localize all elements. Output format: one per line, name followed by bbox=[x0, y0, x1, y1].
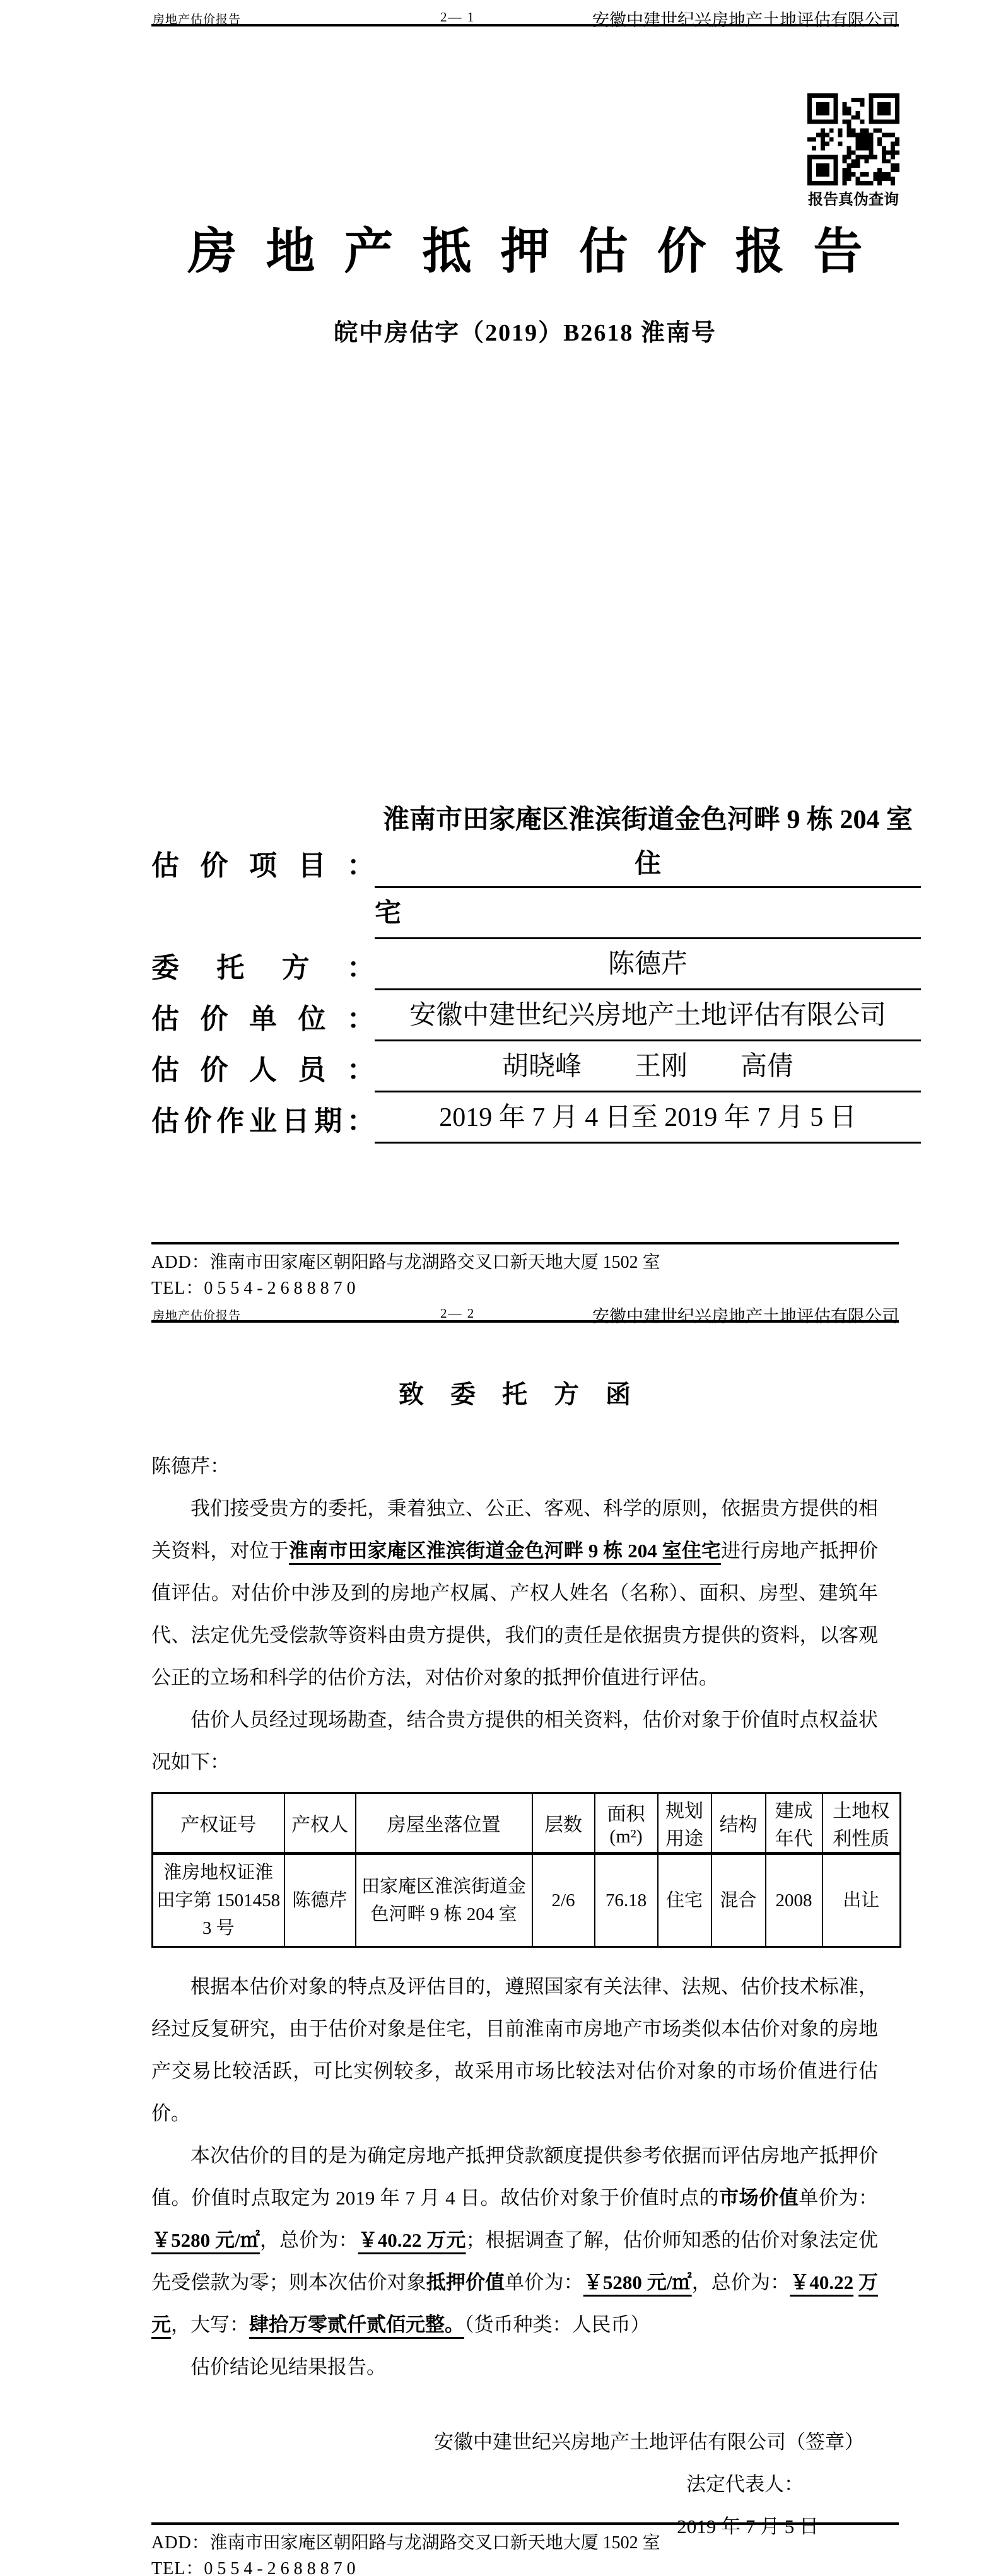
col-location: 房屋坐落位置 bbox=[356, 1793, 532, 1854]
table-header-row bbox=[153, 1793, 901, 1854]
footer-tel-value: 0554-2688870 bbox=[204, 2559, 360, 2576]
cell-certificate-no: 淮房地权证淮田字第 15014583 号 bbox=[153, 1854, 284, 1947]
field-appraisers-value: 胡晓峰 王刚 高倩 bbox=[375, 1045, 921, 1092]
qr-caption: 报告真伪查询 bbox=[808, 192, 899, 208]
letter-salutation: 陈德芹： bbox=[151, 1455, 230, 1477]
field-client-value: 陈德芹 bbox=[375, 942, 921, 990]
page2-running-header bbox=[151, 1303, 899, 1326]
col-structure: 结构 bbox=[711, 1793, 766, 1854]
header-company-name: 安徽中建世纪兴房地产土地评估有限公司 bbox=[592, 11, 899, 30]
page1-footer bbox=[151, 1242, 899, 1296]
cell-owner: 陈德芹 bbox=[284, 1854, 356, 1947]
cover-form bbox=[151, 798, 921, 1144]
letter-content bbox=[151, 1377, 890, 2548]
footer-tel-line bbox=[151, 1275, 899, 1296]
qr-code bbox=[807, 93, 899, 185]
col-certificate-no: 产权证号 bbox=[153, 1793, 284, 1854]
field-project-value: 淮南市田家庵区淮滨街道金色河畔 9 栋 204 室住 bbox=[375, 798, 921, 888]
header-doc-type: 房地产估价报告 bbox=[153, 13, 242, 26]
footer-address-line bbox=[151, 1250, 899, 1275]
report-number: 皖中房估字（2019）B2618 淮南号 bbox=[334, 320, 717, 346]
field-client-label: 委托方： bbox=[151, 952, 375, 983]
col-area: 面积(m²) bbox=[595, 1793, 658, 1854]
report-main-title: 房地产抵押估价报告 bbox=[187, 224, 892, 279]
field-work-date-label: 估价作业日期： bbox=[151, 1106, 375, 1137]
col-built-year: 建成年代 bbox=[766, 1793, 822, 1854]
footer-tel-line bbox=[151, 2556, 899, 2576]
signature-company: 安徽中建世纪兴房地产土地评估有限公司（签章） bbox=[434, 2431, 864, 2453]
footer-address-value: 淮南市田家庵区朝阳路与龙湖路交叉口新天地大厦 1502 室 bbox=[209, 2533, 660, 2553]
field-work-date-value: 2019 年 7 月 4 日至 2019 年 7 月 5 日 bbox=[375, 1096, 921, 1144]
footer-tel-value: 0554-2688870 bbox=[204, 1279, 360, 1296]
cell-land-right: 出让 bbox=[822, 1854, 901, 1947]
signature-date: 2019 年 7 月 5 日 bbox=[677, 2515, 819, 2538]
letter-title: 致委托方函 bbox=[399, 1380, 657, 1408]
cell-location: 田家庵区淮滨街道金色河畔 9 栋 204 室 bbox=[356, 1854, 532, 1947]
field-agency-label: 估价单位： bbox=[151, 1004, 375, 1034]
cell-built-year: 2008 bbox=[766, 1854, 822, 1947]
letter-paragraph-4: 本次估价的目的是为确定房地产抵押贷款额度提供参考依据而评估房地产抵押价值。价值时点取定为 2019 年 7 月 4 日。故估价对象于价值时点的市场价值单价为：￥5280 元/㎡，总价为：￥40.22 万元；根据调查了解，估价师知悉的估价对象法定优先受偿款为零；则本次估价对象抵押价值单价为：￥5280 元/㎡，总价为：￥40.22 万元，大写：肆拾万零贰仟贰佰元整。（货币种类：人民币） bbox=[151, 2145, 879, 2336]
field-client bbox=[151, 942, 921, 990]
footer-address-line bbox=[151, 2530, 899, 2556]
page-2-letter bbox=[0, 1296, 1001, 2576]
cell-floor: 2/6 bbox=[532, 1854, 595, 1947]
footer-tel-label: TEL： bbox=[151, 1279, 204, 1296]
cell-structure: 混合 bbox=[711, 1854, 766, 1947]
footer-tel-label: TEL： bbox=[151, 2559, 204, 2576]
letter-paragraph-1: 我们接受贵方的委托，秉着独立、公正、客观、科学的原则，依据贵方提供的相关资料，对位于淮南市田家庵区淮滨街道金色河畔 9 栋 204 室住宅进行房地产抵押价值评估。对估价中涉及到的房地产权属、产权人姓名（名称）、面积、房型、建筑年代、法定优先受偿款等资料由贵方提供，我们的责任是依据贵方提供的资料，以客观公正的立场和科学的估价方法，对估价对象的抵押价值进行评估。 bbox=[151, 1497, 879, 1689]
qr-block bbox=[807, 93, 899, 209]
field-project bbox=[151, 798, 921, 888]
field-project-value2: 宅 bbox=[375, 891, 921, 939]
page1-running-header bbox=[151, 6, 899, 30]
header-company-name: 安徽中建世纪兴房地产土地评估有限公司 bbox=[592, 1307, 899, 1326]
footer-rule bbox=[151, 1242, 899, 1244]
field-agency-value: 安徽中建世纪兴房地产土地评估有限公司 bbox=[375, 993, 921, 1041]
footer-address-label: ADD： bbox=[151, 2533, 210, 2553]
col-floor: 层数 bbox=[532, 1793, 595, 1854]
field-appraisers-label: 估价人员： bbox=[151, 1055, 375, 1086]
field-appraisers bbox=[151, 1045, 921, 1092]
signature-legal-rep: 法定代表人： bbox=[686, 2473, 804, 2495]
header-page-number: 2— 1 bbox=[440, 9, 476, 25]
letter-paragraph-3: 根据本估价对象的特点及评估目的，遵照国家有关法律、法规、估价技术标准，经过反复研究，由于估价对象是住宅，目前淮南市房地产市场类似本估价对象的房地产交易比较活跃，可比实例较多，故采用市场比较法对估价对象的市场价值进行估价。 bbox=[151, 1976, 878, 2124]
col-planned-use: 规划用途 bbox=[658, 1793, 711, 1854]
field-work-date bbox=[151, 1096, 921, 1144]
page2-footer bbox=[151, 2522, 899, 2576]
field-agency bbox=[151, 993, 921, 1041]
header-page-number: 2— 2 bbox=[440, 1306, 476, 1321]
footer-rule bbox=[151, 2522, 899, 2525]
field-project-line2 bbox=[151, 891, 921, 939]
footer-address-value: 淮南市田家庵区朝阳路与龙湖路交叉口新天地大厦 1502 室 bbox=[209, 1253, 660, 1272]
table-data-row bbox=[153, 1854, 901, 1947]
property-rights-table bbox=[151, 1792, 901, 1948]
header-doc-type: 房地产估价报告 bbox=[153, 1309, 242, 1323]
col-owner: 产权人 bbox=[284, 1793, 356, 1854]
col-land-right: 土地权利性质 bbox=[822, 1793, 901, 1854]
letter-paragraph-5: 估价结论见结果报告。 bbox=[190, 2356, 386, 2378]
cell-planned-use: 住宅 bbox=[658, 1854, 711, 1947]
letter-paragraph-2: 估价人员经过现场勘查，结合贵方提供的相关资料，估价对象于价值时点权益状况如下： bbox=[151, 1709, 878, 1773]
cell-area: 76.18 bbox=[595, 1854, 658, 1947]
footer-address-label: ADD： bbox=[151, 1253, 210, 1272]
field-project-label: 估价项目： bbox=[151, 850, 375, 881]
